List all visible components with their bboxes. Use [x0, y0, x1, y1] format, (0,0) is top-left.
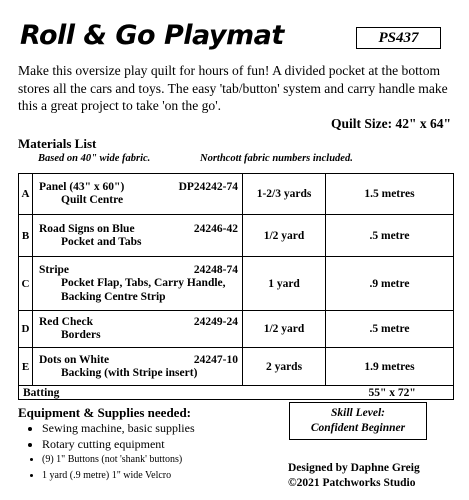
fabric-use: Backing (with Stripe insert)	[61, 366, 198, 379]
fabric-metres: 1.5 metres	[326, 174, 454, 215]
batting-label: Batting	[19, 386, 243, 400]
credits	[288, 461, 420, 491]
fabric-use: Borders	[61, 329, 101, 341]
fabric-metres: .9 metre	[326, 257, 454, 311]
table-row	[19, 257, 454, 311]
fabric-description	[33, 174, 243, 215]
equipment-heading: Equipment & Supplies needed:	[18, 405, 192, 420]
batting-size: 55" x 72"	[243, 386, 454, 400]
fabric-metres: 1.9 metres	[326, 348, 454, 386]
fabric-use: Pocket and Tabs	[61, 235, 142, 248]
table-row	[19, 311, 454, 348]
fabric-letter: B	[19, 215, 33, 257]
list-item: • 1 yard (.9 metre) 1" wide Velcro	[42, 468, 195, 484]
fabric-letter: C	[19, 257, 33, 311]
table-row	[19, 348, 454, 386]
pattern-code-badge: PS437	[356, 27, 441, 49]
list-item: • (9) 1" Buttons (not 'shank' buttons)	[42, 452, 195, 468]
fabric-code: 24248-74	[193, 263, 238, 276]
fabric-yards: 1 yard	[243, 257, 326, 311]
fabric-yards: 2 yards	[243, 348, 326, 386]
fabric-name: Panel (43" x 60")	[39, 181, 125, 193]
fabric-description	[33, 311, 243, 348]
fabric-use: Quilt Centre	[61, 194, 124, 206]
designer-credit: Designed by Daphne Greig	[288, 462, 420, 474]
fabric-yards: 1/2 yard	[243, 215, 326, 257]
fabric-letter: E	[19, 348, 33, 386]
fabric-name: Road Signs on Blue	[39, 222, 135, 235]
list-item: • Sewing machine, basic supplies	[42, 421, 195, 437]
fabric-code: 24247-10	[193, 353, 238, 366]
fabric-metres: .5 metre	[326, 215, 454, 257]
skill-level-value: Confident Beginner	[310, 422, 406, 434]
fabric-letter: A	[19, 174, 33, 215]
fabric-description	[33, 215, 243, 257]
fabric-code: 24246-42	[193, 222, 238, 235]
list-item: • Rotary cutting equipment	[42, 437, 195, 453]
fabric-width-note: Based on 40" wide fabric.	[38, 153, 151, 164]
supplies-list	[28, 421, 195, 483]
table-row	[19, 174, 454, 215]
fabric-letter: D	[19, 311, 33, 348]
materials-table	[18, 173, 454, 400]
fabric-description	[33, 257, 243, 311]
fabric-name: Stripe	[39, 263, 70, 276]
pattern-title: Roll & Go Playmat	[20, 20, 284, 51]
fabric-code: DP24242-74	[178, 181, 238, 193]
table-row	[19, 215, 454, 257]
skill-level-label: Skill Level:	[331, 407, 385, 419]
fabric-description	[33, 348, 243, 386]
skill-level-box	[289, 402, 427, 440]
fabric-yards: 1/2 yard	[243, 311, 326, 348]
fabric-code: 24249-24	[193, 316, 238, 328]
fabric-numbers-note: Northcott fabric numbers included.	[200, 153, 353, 164]
intro-paragraph: Make this oversize play quilt for hours of fun! A divided pocket at the bottom stores all the cars and toys. The easy 'tab/button' system and carry handle make this a great project to take 'on the go'.	[18, 63, 448, 113]
fabric-name: Dots on White	[39, 353, 110, 366]
fabric-use: Pocket Flap, Tabs, Carry Handle, Backing Centre Strip	[61, 276, 226, 303]
quilt-size: Quilt Size: 42" x 64"	[331, 116, 451, 131]
fabric-name: Red Check	[39, 316, 93, 328]
materials-heading: Materials List	[18, 136, 97, 151]
batting-row	[19, 386, 454, 400]
copyright-notice: ©2021 Patchworks Studio	[288, 477, 416, 489]
fabric-yards: 1-2/3 yards	[243, 174, 326, 215]
fabric-metres: .5 metre	[326, 311, 454, 348]
